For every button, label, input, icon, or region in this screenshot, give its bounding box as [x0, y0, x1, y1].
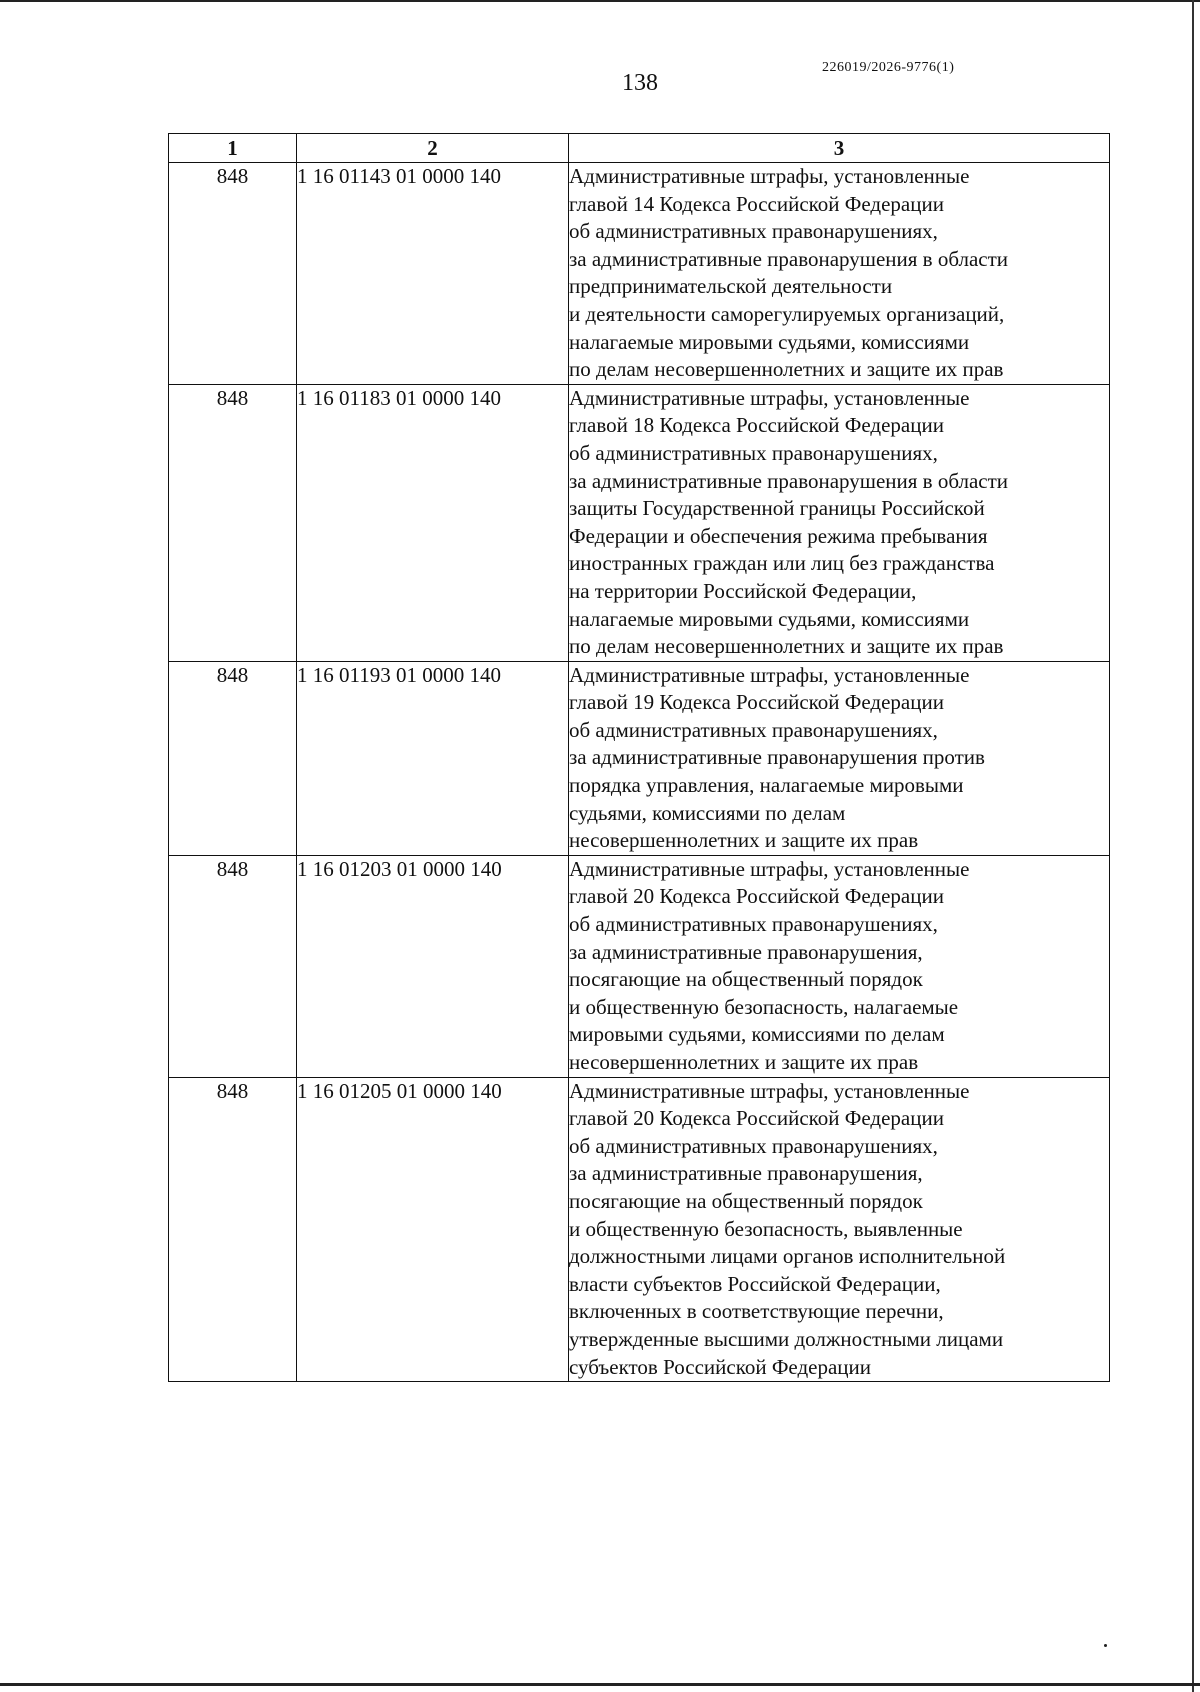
admin-code-cell: 848: [169, 1077, 297, 1382]
description-line: порядка управления, налагаемые мировыми: [569, 773, 964, 798]
description-line: главой 19 Кодекса Российской Федерации: [569, 690, 944, 715]
description-line: об административных правонарушениях,: [569, 912, 938, 937]
description-line: за административные правонарушения,: [569, 1161, 923, 1186]
description-line: главой 20 Кодекса Российской Федерации: [569, 1106, 944, 1131]
description-line: об административных правонарушениях,: [569, 1133, 938, 1158]
scan-speck: [1104, 1644, 1107, 1647]
description-line: за административные правонарушения в области: [569, 468, 1009, 493]
budget-classification-code-cell: 1 16 01183 01 0000 140: [297, 384, 569, 661]
description-line: налагаемые мировыми судьями, комиссиями: [569, 606, 970, 631]
description-line: иностранных граждан или лиц без гражданства: [569, 551, 995, 576]
description-line: Административные штрафы, установленные: [569, 1078, 970, 1103]
description-line: и деятельности саморегулируемых организаций,: [569, 301, 1005, 326]
table-row: [169, 1077, 1110, 1382]
table-row: [169, 661, 1110, 855]
description-cell: [569, 661, 1110, 855]
budget-classification-code-cell: 1 16 01143 01 0000 140: [297, 163, 569, 385]
budget-classification-code-cell: 1 16 01203 01 0000 140: [297, 855, 569, 1077]
description-cell: [569, 855, 1110, 1077]
table-row: [169, 855, 1110, 1077]
description-line: Федерации и обеспечения режима пребывания: [569, 523, 988, 548]
table-header-row: [169, 134, 1110, 163]
description-line: главой 14 Кодекса Российской Федерации: [569, 191, 944, 216]
description-line: должностными лицами органов исполнительной: [569, 1244, 1006, 1269]
description-line: об административных правонарушениях,: [569, 219, 938, 244]
description-line: по делам несовершеннолетних и защите их прав: [569, 357, 1004, 382]
table-row: [169, 163, 1110, 385]
admin-code-cell: 848: [169, 661, 297, 855]
description-line: защиты Государственной границы Российской: [569, 496, 985, 521]
page-number: 138: [622, 70, 658, 96]
description-line: об административных правонарушениях,: [569, 440, 938, 465]
description-line: налагаемые мировыми судьями, комиссиями: [569, 329, 970, 354]
description-line: судьями, комиссиями по делам: [569, 800, 846, 825]
scan-edge-right: [1192, 0, 1194, 1692]
description-line: на территории Российской Федерации,: [569, 578, 917, 603]
description-cell: [569, 163, 1110, 385]
description-line: за административные правонарушения против: [569, 745, 985, 770]
budget-codes-table: [168, 133, 1110, 1382]
description-line: утвержденные высшими должностными лицами: [569, 1326, 1004, 1351]
description-line: власти субъектов Российской Федерации,: [569, 1271, 941, 1296]
budget-classification-code-cell: 1 16 01193 01 0000 140: [297, 661, 569, 855]
column-header-3: 3: [569, 134, 1110, 163]
description-line: Административные штрафы, установленные: [569, 856, 970, 881]
description-cell: [569, 384, 1110, 661]
description-line: посягающие на общественный порядок: [569, 967, 923, 992]
description-line: включенных в соответствующие перечни,: [569, 1299, 944, 1324]
description-line: посягающие на общественный порядок: [569, 1188, 923, 1213]
table-row: [169, 384, 1110, 661]
description-line: Административные штрафы, установленные: [569, 662, 970, 687]
admin-code-cell: 848: [169, 163, 297, 385]
admin-code-cell: 848: [169, 855, 297, 1077]
description-line: за административные правонарушения в области: [569, 246, 1009, 271]
table-body: [169, 163, 1110, 1382]
column-header-2: 2: [297, 134, 569, 163]
description-line: главой 18 Кодекса Российской Федерации: [569, 413, 944, 438]
description-line: субъектов Российской Федерации: [569, 1354, 872, 1379]
column-header-1: 1: [169, 134, 297, 163]
description-line: несовершеннолетних и защите их прав: [569, 828, 919, 853]
admin-code-cell: 848: [169, 384, 297, 661]
description-line: главой 20 Кодекса Российской Федерации: [569, 884, 944, 909]
document-id: 226019/2026-9776(1): [822, 60, 955, 75]
description-line: несовершеннолетних и защите их прав: [569, 1050, 919, 1074]
description-line: по делам несовершеннолетних и защите их прав: [569, 634, 1004, 659]
description-line: и общественную безопасность, выявленные: [569, 1216, 963, 1241]
description-line: Административные штрафы, установленные: [569, 164, 970, 188]
description-line: Административные штрафы, установленные: [569, 385, 970, 410]
description-line: за административные правонарушения,: [569, 939, 923, 964]
description-line: мировыми судьями, комиссиями по делам: [569, 1022, 945, 1047]
description-cell: [569, 1077, 1110, 1382]
scan-edge-top: [0, 0, 1200, 2]
scan-edge-bottom: [0, 1683, 1200, 1686]
description-line: и общественную безопасность, налагаемые: [569, 994, 959, 1019]
description-line: об административных правонарушениях,: [569, 717, 938, 742]
budget-classification-code-cell: 1 16 01205 01 0000 140: [297, 1077, 569, 1382]
description-line: предпринимательской деятельности: [569, 274, 893, 299]
